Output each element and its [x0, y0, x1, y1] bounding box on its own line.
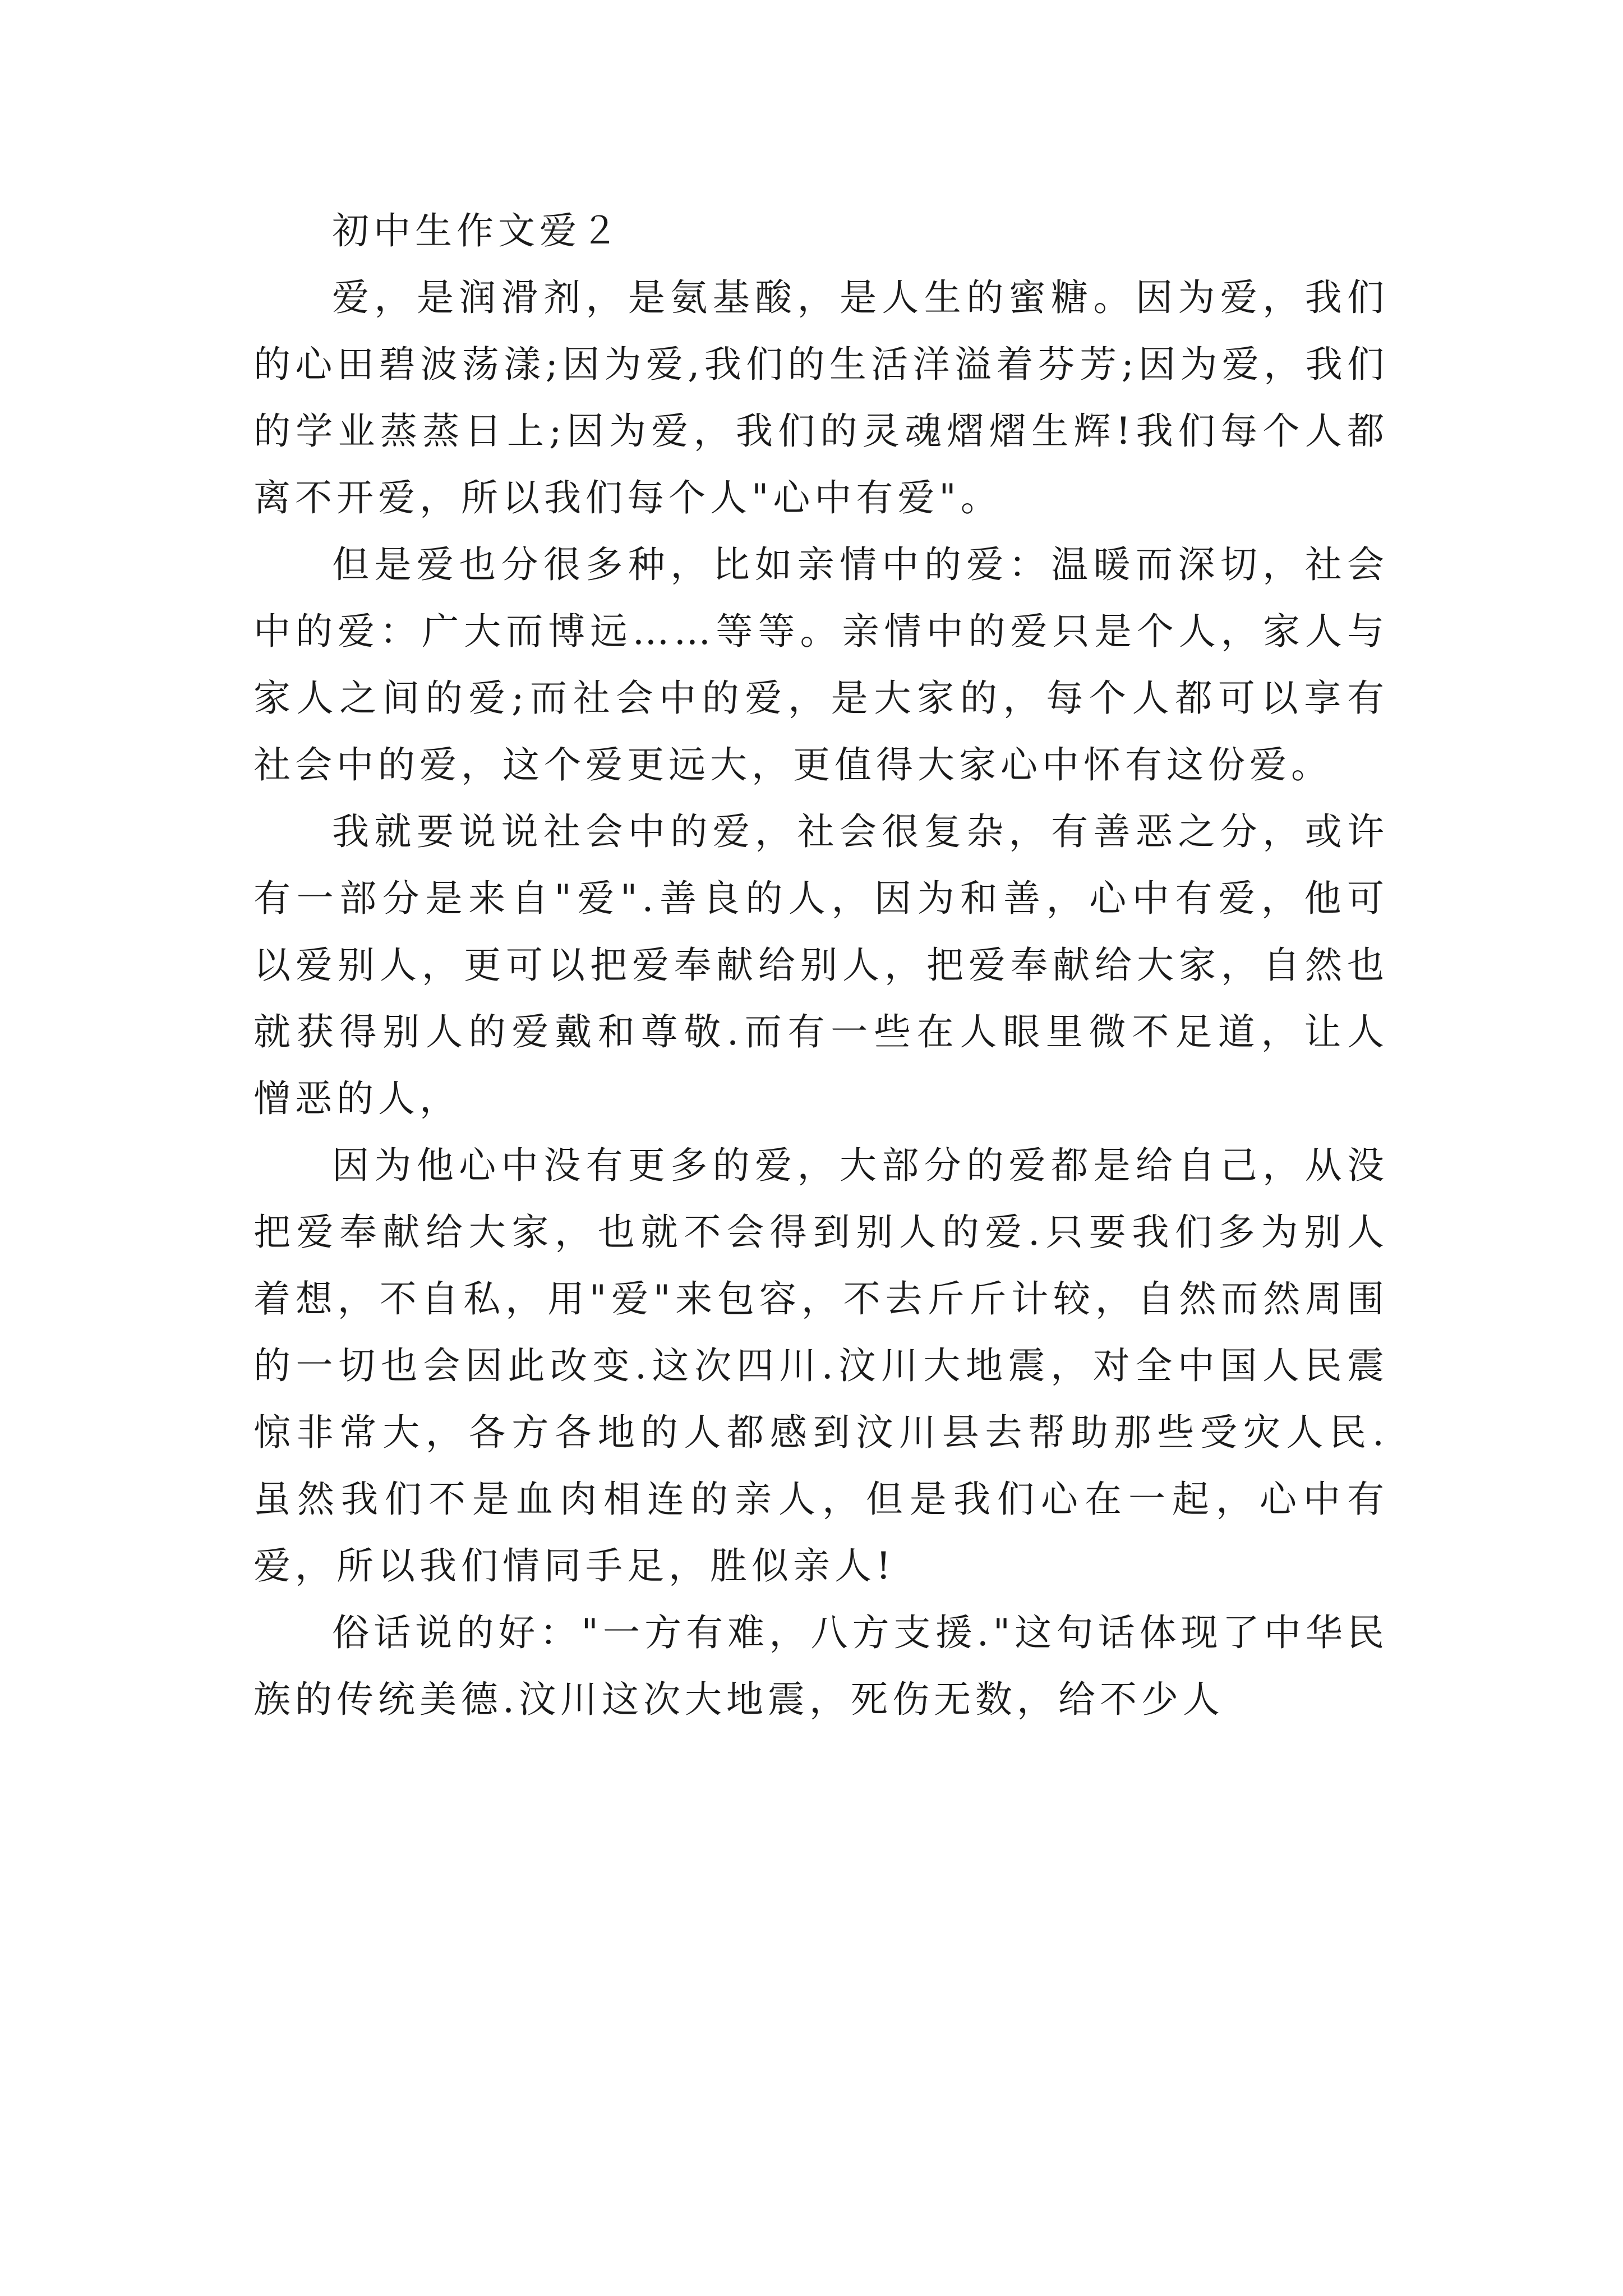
essay-body: [253, 197, 1389, 1733]
essay-title: 初中生作文爱２: [332, 209, 623, 252]
paragraph-1: 爱，是润滑剂，是氨基酸，是人生的蜜糖。因为爱，我们的心田碧波荡漾;因为爱,我们的生活洋溢着芬芳;因为爱，我们的学业蒸蒸日上;因为爱，我们的灵魂熠熠生辉!我们每个人都离不开爱，所以我们每个人"心中有爱"。: [253, 276, 1389, 519]
paragraph-5: 俗话说的好："一方有难，八方支援."这句话体现了中华民族的传统美德.汶川这次大地震，死伤无数，给不少人: [253, 1611, 1389, 1721]
paragraph-4: 因为他心中没有更多的爱，大部分的爱都是给自己，从没把爱奉献给大家，也就不会得到别人的爱.只要我们多为别人着想，不自私，用"爱"来包容，不去斤斤计较，自然而然周围的一切也会因此改变.这次四川.汶川大地震，对全中国人民震惊非常大，各方各地的人都感到汶川县去帮助那些受灾人民.虽然我们不是血肉相连的亲人，但是我们心在一起，心中有爱，所以我们情同手足，胜似亲人!: [253, 1144, 1389, 1588]
paragraph-2: 但是爱也分很多种，比如亲情中的爱：温暖而深切，社会中的爱：广大而博远……等等。亲情中的爱只是个人，家人与家人之间的爱;而社会中的爱，是大家的，每个人都可以享有社会中的爱，这个爱更远大，更值得大家心中怀有这份爱。: [253, 543, 1389, 786]
paragraph-3: 我就要说说社会中的爱，社会很复杂，有善恶之分，或许有一部分是来自"爱".善良的人，因为和善，心中有爱，他可以爱别人，更可以把爱奉献给别人，把爱奉献给大家，自然也就获得别人的爱戴和尊敬.而有一些在人眼里微不足道，让人憎恶的人，: [253, 810, 1389, 1120]
